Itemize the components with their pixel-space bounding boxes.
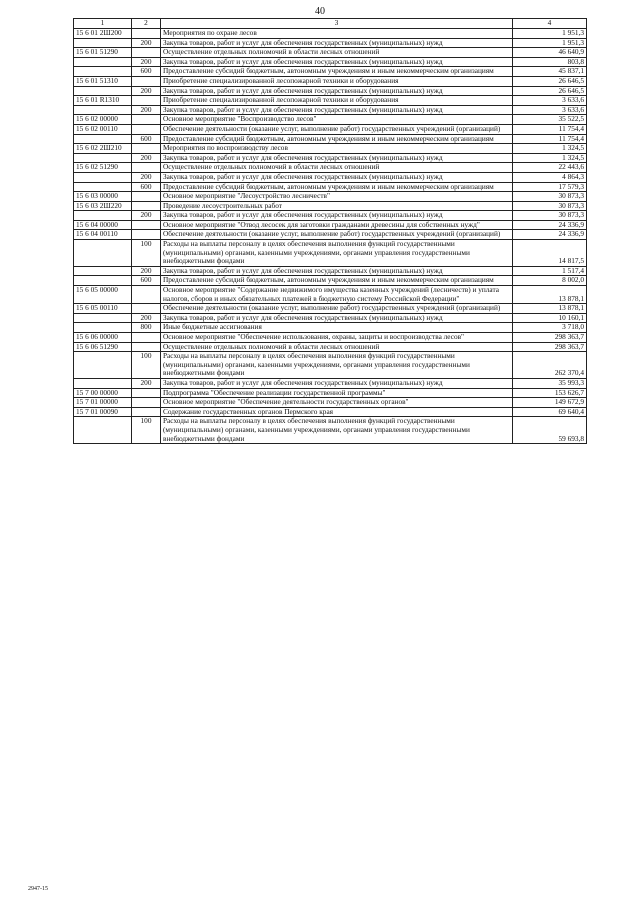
row-expense-type — [132, 342, 161, 352]
row-code — [74, 323, 132, 333]
page-number: 40 — [315, 6, 325, 17]
row-expense-type: 200 — [132, 172, 161, 182]
row-expense-type: 200 — [132, 378, 161, 388]
row-amount: 1 951,3 — [513, 38, 587, 48]
row-expense-type — [132, 333, 161, 343]
row-code: 15 6 04 00110 — [74, 230, 132, 240]
row-expense-type: 200 — [132, 86, 161, 96]
row-name: Закупка товаров, работ и услуг для обеспечения государственных (муниципальных) нужд — [161, 86, 513, 96]
row-code: 15 6 05 00000 — [74, 286, 132, 304]
row-amount: 298 363,7 — [513, 333, 587, 343]
row-code — [74, 105, 132, 115]
row-expense-type — [132, 220, 161, 230]
row-amount: 35 522,5 — [513, 115, 587, 125]
table-row — [74, 388, 587, 398]
row-code — [74, 182, 132, 192]
row-name: Осуществление отдельных полномочий в области лесных отношений — [161, 342, 513, 352]
row-name: Закупка товаров, работ и услуг для обеспечения государственных (муниципальных) нужд — [161, 378, 513, 388]
row-code — [74, 172, 132, 182]
table-row — [74, 211, 587, 221]
row-name: Предоставление субсидий бюджетным, автономным учреждениям и иным некоммерческим организациям — [161, 134, 513, 144]
row-amount: 262 370,4 — [513, 352, 587, 379]
row-code — [74, 211, 132, 221]
table-row — [74, 333, 587, 343]
row-name: Проведение лесоустроительных работ — [161, 201, 513, 211]
row-expense-type: 600 — [132, 134, 161, 144]
table-row — [74, 230, 587, 240]
row-amount: 30 873,3 — [513, 201, 587, 211]
table-row — [74, 57, 587, 67]
row-expense-type: 600 — [132, 67, 161, 77]
table-row — [74, 240, 587, 267]
column-header: 1 — [74, 19, 132, 29]
table-row — [74, 67, 587, 77]
row-amount: 24 336,9 — [513, 230, 587, 240]
row-amount: 17 579,3 — [513, 182, 587, 192]
row-amount: 153 626,7 — [513, 388, 587, 398]
row-amount: 8 002,0 — [513, 276, 587, 286]
row-name: Обеспечение деятельности (оказание услуг, выполнение работ) государственных учреждений (организаций) — [161, 230, 513, 240]
row-name: Закупка товаров, работ и услуг для обеспечения государственных (муниципальных) нужд — [161, 105, 513, 115]
table-row — [74, 172, 587, 182]
row-name: Приобретение специализированной лесопожарной техники и оборудования — [161, 96, 513, 106]
row-code: 15 6 02 51290 — [74, 163, 132, 173]
row-amount: 30 873,3 — [513, 192, 587, 202]
row-name: Предоставление субсидий бюджетным, автономным учреждениям и иным некоммерческим организациям — [161, 182, 513, 192]
row-code — [74, 38, 132, 48]
row-amount: 1 951,3 — [513, 29, 587, 39]
row-name: Приобретение специализированной лесопожарной техники и оборудования — [161, 76, 513, 86]
row-name: Осуществление отдельных полномочий в области лесных отношений — [161, 48, 513, 58]
row-amount: 298 363,7 — [513, 342, 587, 352]
table-row — [74, 153, 587, 163]
row-amount: 11 754,4 — [513, 134, 587, 144]
row-amount: 30 873,3 — [513, 211, 587, 221]
row-code — [74, 417, 132, 444]
row-expense-type: 200 — [132, 266, 161, 276]
row-code: 15 6 01 2Ш200 — [74, 29, 132, 39]
row-expense-type: 200 — [132, 153, 161, 163]
row-expense-type: 200 — [132, 313, 161, 323]
row-expense-type: 100 — [132, 352, 161, 379]
row-amount: 1 324,5 — [513, 153, 587, 163]
row-amount: 46 640,9 — [513, 48, 587, 58]
table-row — [74, 352, 587, 379]
table-row — [74, 48, 587, 58]
row-code: 15 6 05 00110 — [74, 304, 132, 314]
table-row — [74, 201, 587, 211]
table-row — [74, 124, 587, 134]
row-code — [74, 67, 132, 77]
row-amount: 13 878,1 — [513, 286, 587, 304]
row-amount: 4 864,3 — [513, 172, 587, 182]
row-expense-type — [132, 286, 161, 304]
row-name: Мероприятия по охране лесов — [161, 29, 513, 39]
row-name: Предоставление субсидий бюджетным, автономным учреждениям и иным некоммерческим организациям — [161, 67, 513, 77]
column-header: 4 — [513, 19, 587, 29]
row-expense-type — [132, 48, 161, 58]
table-row — [74, 323, 587, 333]
table-row — [74, 276, 587, 286]
table-row — [74, 192, 587, 202]
table-row — [74, 96, 587, 106]
row-amount: 24 336,9 — [513, 220, 587, 230]
row-name: Расходы на выплаты персоналу в целях обеспечения выполнения функций государственными (муниципальными) органами, казенными учреждениями, органами управления государственными внебюджетными фондами — [161, 417, 513, 444]
row-code: 15 6 02 00000 — [74, 115, 132, 125]
row-name: Обеспечение деятельности (оказание услуг, выполнение работ) государственных учреждений (организаций) — [161, 124, 513, 134]
row-name: Основное мероприятие "Обеспечение использования, охраны, защиты и воспроизводства лесов" — [161, 333, 513, 343]
column-header: 2 — [132, 19, 161, 29]
row-amount: 3 633,6 — [513, 105, 587, 115]
row-name: Обеспечение деятельности (оказание услуг, выполнение работ) государственных учреждений (организаций) — [161, 304, 513, 314]
row-expense-type — [132, 192, 161, 202]
row-code: 15 6 02 00110 — [74, 124, 132, 134]
table-row — [74, 76, 587, 86]
row-code: 15 6 03 2Ш220 — [74, 201, 132, 211]
row-expense-type: 600 — [132, 182, 161, 192]
row-code: 15 6 06 00000 — [74, 333, 132, 343]
row-name: Подпрограмма "Обеспечение реализации государственной программы" — [161, 388, 513, 398]
row-name: Закупка товаров, работ и услуг для обеспечения государственных (муниципальных) нужд — [161, 313, 513, 323]
table-row — [74, 144, 587, 154]
row-expense-type: 100 — [132, 417, 161, 444]
table-row — [74, 286, 587, 304]
row-expense-type — [132, 201, 161, 211]
row-amount: 1 517,4 — [513, 266, 587, 276]
row-code: 15 6 02 2Ш210 — [74, 144, 132, 154]
row-code — [74, 378, 132, 388]
row-amount: 3 718,0 — [513, 323, 587, 333]
table-row — [74, 182, 587, 192]
row-code — [74, 240, 132, 267]
table-row — [74, 38, 587, 48]
table-row — [74, 134, 587, 144]
row-code — [74, 313, 132, 323]
row-amount: 69 640,4 — [513, 407, 587, 417]
table-row — [74, 407, 587, 417]
row-name: Предоставление субсидий бюджетным, автономным учреждениям и иным некоммерческим организациям — [161, 276, 513, 286]
row-amount: 3 633,6 — [513, 96, 587, 106]
row-amount: 13 878,1 — [513, 304, 587, 314]
row-code: 15 7 01 00090 — [74, 407, 132, 417]
table-row — [74, 115, 587, 125]
row-expense-type: 600 — [132, 276, 161, 286]
row-name: Закупка товаров, работ и услуг для обеспечения государственных (муниципальных) нужд — [161, 266, 513, 276]
row-name: Закупка товаров, работ и услуг для обеспечения государственных (муниципальных) нужд — [161, 38, 513, 48]
row-name: Закупка товаров, работ и услуг для обеспечения государственных (муниципальных) нужд — [161, 57, 513, 67]
row-amount: 11 754,4 — [513, 124, 587, 134]
table-row — [74, 398, 587, 408]
row-expense-type: 200 — [132, 57, 161, 67]
table-row — [74, 105, 587, 115]
row-name: Осуществление отдельных полномочий в области лесных отношений — [161, 163, 513, 173]
row-expense-type — [132, 388, 161, 398]
row-code: 15 6 01 51290 — [74, 48, 132, 58]
row-expense-type — [132, 144, 161, 154]
row-name: Содержание государственных органов Пермского края — [161, 407, 513, 417]
row-name: Основное мероприятие "Обеспечение деятельности государственных органов" — [161, 398, 513, 408]
row-name: Закупка товаров, работ и услуг для обеспечения государственных (муниципальных) нужд — [161, 211, 513, 221]
row-amount: 1 324,5 — [513, 144, 587, 154]
row-expense-type — [132, 76, 161, 86]
row-expense-type: 800 — [132, 323, 161, 333]
row-amount: 26 646,5 — [513, 76, 587, 86]
row-expense-type — [132, 163, 161, 173]
table-row — [74, 342, 587, 352]
row-expense-type — [132, 407, 161, 417]
row-name: Расходы на выплаты персоналу в целях обеспечения выполнения функций государственными (муниципальными) органами, казенными учреждениями, органами управления государственными внебюджетными фондами — [161, 240, 513, 267]
row-amount: 10 160,1 — [513, 313, 587, 323]
row-expense-type — [132, 230, 161, 240]
row-code — [74, 57, 132, 67]
row-code: 15 7 00 00000 — [74, 388, 132, 398]
table-row — [74, 220, 587, 230]
row-amount: 35 993,3 — [513, 378, 587, 388]
row-expense-type — [132, 124, 161, 134]
row-name: Мероприятия по воспроизводству лесов — [161, 144, 513, 154]
row-code: 15 6 01 R1310 — [74, 96, 132, 106]
row-amount: 26 646,5 — [513, 86, 587, 96]
table-row — [74, 304, 587, 314]
row-name: Основное мероприятие "Содержание недвижимого имущества казенных учреждений (лесничеств) и уплата налогов, сборов и иных обязательных платежей в бюджетную систему Российской Федерации" — [161, 286, 513, 304]
row-name: Закупка товаров, работ и услуг для обеспечения государственных (муниципальных) нужд — [161, 153, 513, 163]
row-code: 15 7 01 00000 — [74, 398, 132, 408]
row-code: 15 6 06 51290 — [74, 342, 132, 352]
row-expense-type — [132, 115, 161, 125]
row-amount: 149 672,9 — [513, 398, 587, 408]
table-row — [74, 313, 587, 323]
row-expense-type: 200 — [132, 211, 161, 221]
row-code — [74, 134, 132, 144]
row-amount: 22 443,6 — [513, 163, 587, 173]
row-code — [74, 276, 132, 286]
row-code — [74, 153, 132, 163]
row-amount: 14 817,5 — [513, 240, 587, 267]
row-expense-type — [132, 304, 161, 314]
row-name: Основное мероприятие "Отвод лесосек для заготовки гражданами древесины для собственных нужд" — [161, 220, 513, 230]
row-code: 15 6 03 00000 — [74, 192, 132, 202]
table-row — [74, 417, 587, 444]
row-code: 15 6 04 00000 — [74, 220, 132, 230]
column-header: 3 — [161, 19, 513, 29]
row-code — [74, 266, 132, 276]
row-expense-type — [132, 29, 161, 39]
row-amount: 59 693,8 — [513, 417, 587, 444]
row-expense-type: 200 — [132, 105, 161, 115]
row-expense-type — [132, 398, 161, 408]
table-row — [74, 29, 587, 39]
row-name: Основное мероприятие "Лесоустройство лесничеств" — [161, 192, 513, 202]
row-name: Иные бюджетные ассигнования — [161, 323, 513, 333]
budget-table — [73, 18, 587, 444]
table-row — [74, 86, 587, 96]
row-amount: 45 837,1 — [513, 67, 587, 77]
row-name: Расходы на выплаты персоналу в целях обеспечения выполнения функций государственными (муниципальными) органами, казенными учреждениями, органами управления государственными внебюджетными фондами — [161, 352, 513, 379]
table-row — [74, 266, 587, 276]
document-footer-code: 2947-15 — [28, 886, 48, 892]
table-header-row — [74, 19, 587, 29]
row-name: Основное мероприятие "Воспроизводство лесов" — [161, 115, 513, 125]
table-row — [74, 163, 587, 173]
row-expense-type: 200 — [132, 38, 161, 48]
row-expense-type — [132, 96, 161, 106]
table-row — [74, 378, 587, 388]
row-expense-type: 100 — [132, 240, 161, 267]
row-name: Закупка товаров, работ и услуг для обеспечения государственных (муниципальных) нужд — [161, 172, 513, 182]
row-amount: 803,8 — [513, 57, 587, 67]
row-code — [74, 86, 132, 96]
row-code — [74, 352, 132, 379]
row-code: 15 6 01 51310 — [74, 76, 132, 86]
